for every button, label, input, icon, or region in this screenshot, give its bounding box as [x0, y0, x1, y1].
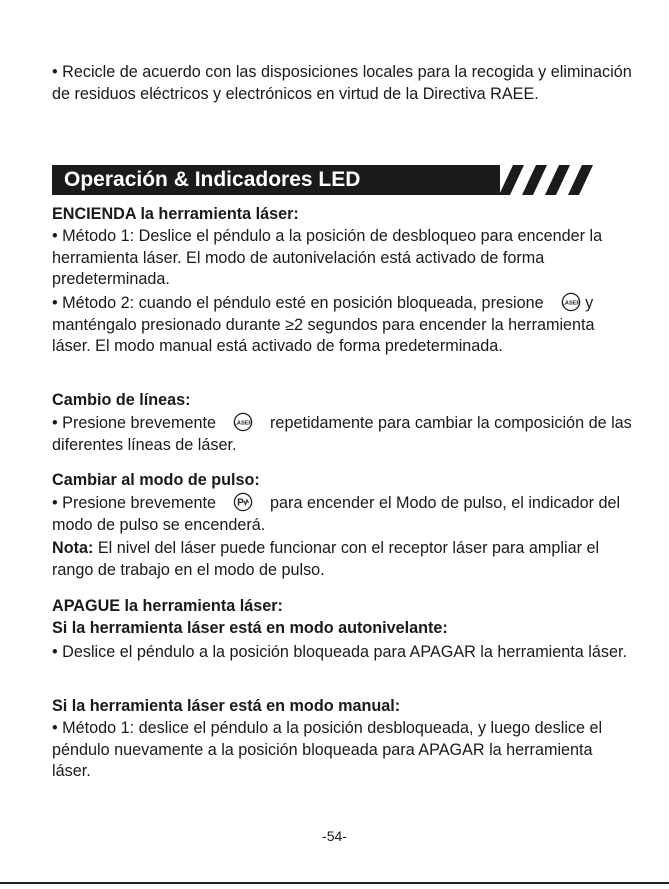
manual-mode-heading: Si la herramienta láser está en modo manual: [52, 697, 401, 715]
lines-text-a: • Presione brevemente [52, 414, 217, 432]
method2-text-a: • Método 2: cuando el péndulo esté en posición bloqueada, presione [52, 294, 544, 312]
pulse-text-a: • Presione brevemente [52, 494, 217, 512]
laser-button-icon [233, 412, 253, 432]
laser-icon-label: LASER [561, 300, 581, 307]
pulse-icon-label: P [237, 497, 244, 509]
pulse-button-icon [233, 492, 253, 512]
pulse-mode-heading: Cambiar al modo de pulso: [52, 471, 260, 489]
pulse-mode-text [52, 492, 632, 536]
note-label: Nota: [52, 539, 94, 557]
pulse-note [52, 538, 632, 581]
self-level-heading: Si la herramienta láser está en modo autonivelante: [52, 619, 448, 637]
lines-text-b: repetidamente para cambiar la composición de las diferentes líneas de láser. [52, 414, 632, 454]
bottom-divider [0, 882, 669, 884]
intro-paragraph: • Recicle de acuerdo con las disposiciones locales para la recogida y eliminación de residuos eléctricos y electrónicos en virtud de la Directiva RAEE. [52, 63, 632, 103]
line-change-heading: Cambio de líneas: [52, 391, 191, 409]
self-level-text: • Deslice el péndulo a la posición bloqueada para APAGAR la herramienta láser. [52, 643, 627, 661]
page-number: -54- [322, 828, 347, 844]
method2-text-b: y manténgalo presionado durante ≥2 segundos para encender la herramienta láser. El modo manual está activado de forma predeterminada. [52, 294, 595, 356]
section-banner: Operación & Indicadores LED [52, 165, 500, 195]
laser-button-icon [561, 292, 581, 312]
line-change-text [52, 412, 632, 456]
manual-mode-text: • Método 1: deslice el péndulo a la posición desbloqueada, y luego deslice el péndulo nuevamente a la posición bloqueada para APAGAR la herramienta láser. [52, 719, 603, 781]
power-off-heading: APAGUE la herramienta láser: [52, 597, 283, 615]
power-on-method2 [52, 292, 632, 358]
pulse-text-b: para encender el Modo de pulso, el indicador del modo de pulso se encenderá. [52, 494, 621, 534]
laser-icon-label: LASER [233, 420, 253, 427]
decorative-stripes-icon [485, 165, 595, 195]
power-on-method1: • Método 1: Deslice el péndulo a la posición de desbloqueo para encender la herramienta láser. El modo de autonivelación está activado de forma predeterminada. [52, 227, 603, 289]
note-text: El nivel del láser puede funcionar con el receptor láser para ampliar el rango de trabajo en el modo de pulso. [52, 539, 600, 579]
power-on-heading: ENCIENDA la herramienta láser: [52, 205, 299, 223]
